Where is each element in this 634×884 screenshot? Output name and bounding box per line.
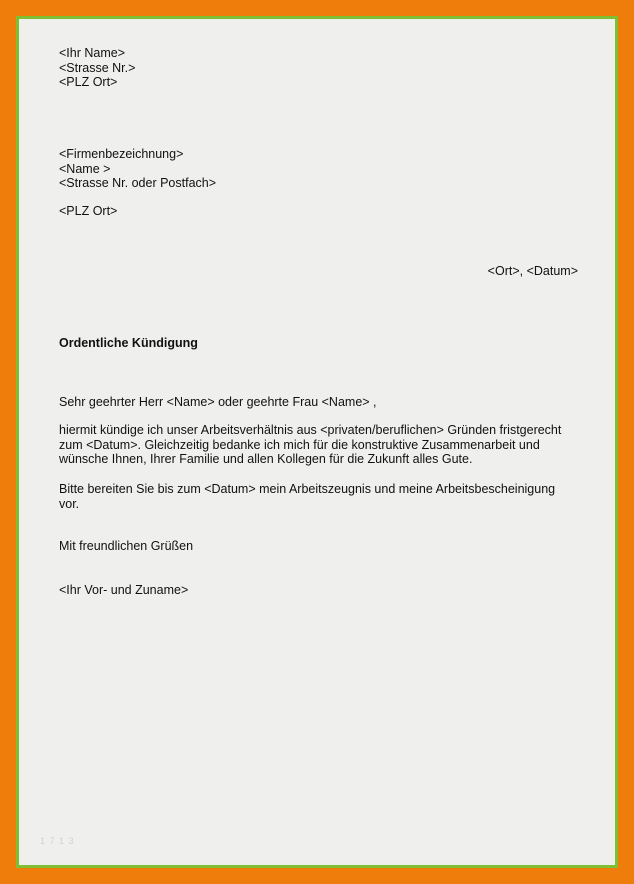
- body-p2-line: Bitte bereiten Sie bis zum <Datum> mein Arbeitszeugnis und meine Arbeitsbescheinigung: [59, 482, 556, 496]
- recipient-name: <Name >: [59, 161, 111, 176]
- body-p2-line: vor.: [59, 496, 80, 511]
- body-paragraph-1: [59, 423, 579, 467]
- place-date: <Ort>, <Datum>: [487, 264, 578, 278]
- recipient-street: <Strasse Nr. oder Postfach>: [59, 176, 217, 190]
- signature: <Ihr Vor- und Zuname>: [59, 583, 189, 597]
- sender-name: <Ihr Name>: [59, 46, 126, 60]
- body-paragraph-2: [59, 482, 579, 511]
- body-p1-line: hiermit kündige ich unser Arbeitsverhältnis aus <privaten/beruflichen> Gründen fristgerecht: [59, 423, 562, 437]
- sender-city: <PLZ Ort>: [59, 75, 118, 89]
- body-p1-line: zum <Datum>. Gleichzeitig bedanke ich mich für die konstruktive Zusammenarbeit und: [59, 437, 540, 452]
- letter-page: [16, 16, 618, 868]
- letter-document: [19, 19, 615, 865]
- sender-street: <Strasse Nr.>: [59, 60, 136, 75]
- recipient-address: [59, 147, 216, 218]
- salutation: Sehr geehrter Herr <Name> oder geehrte Frau <Name> ,: [59, 395, 377, 409]
- recipient-company: <Firmenbezeichnung>: [59, 147, 184, 161]
- subject-line: Ordentliche Kündigung: [59, 336, 198, 350]
- recipient-city: <PLZ Ort>: [59, 203, 118, 218]
- watermark: 1 7 1 3: [40, 836, 75, 846]
- body-p1-line: wünsche Ihnen, Ihrer Familie und allen Kollegen für die Zukunft alles Gute.: [59, 452, 473, 466]
- sender-address: [59, 46, 135, 90]
- closing: Mit freundlichen Grüßen: [59, 539, 194, 553]
